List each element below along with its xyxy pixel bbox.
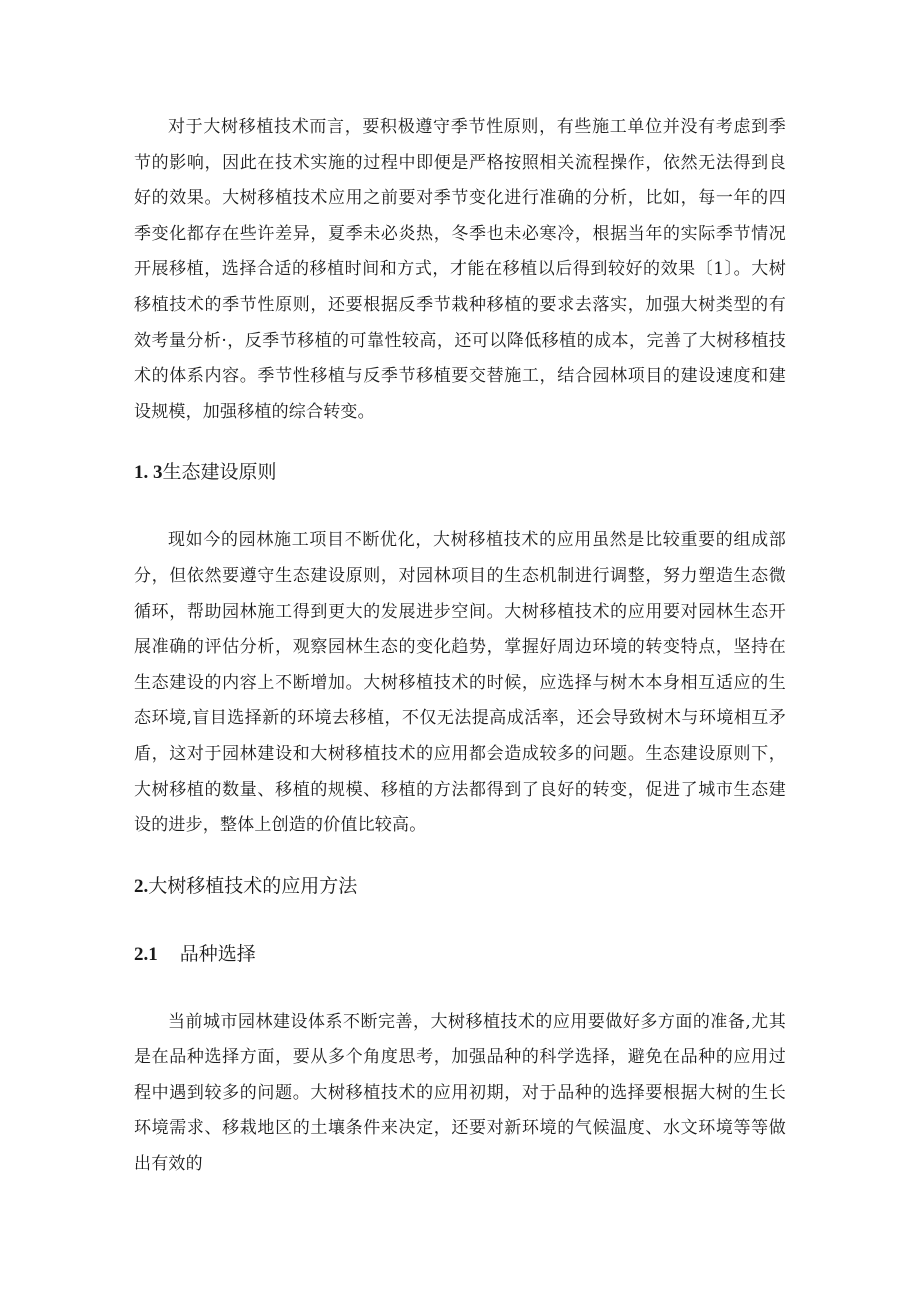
section-title: 生态建设原则 xyxy=(162,461,277,484)
section-title: 品种选择 xyxy=(179,942,256,965)
section-title: 大树移植技术的应用方法 xyxy=(148,874,358,897)
document-page xyxy=(134,110,786,1183)
section-number: 2.1 xyxy=(134,943,158,965)
paragraph-seasonal-principle: 对于大树移植技术而言，要积极遵守季节性原则，有些施工单位并没有考虑到季节的影响，因此在技术实施的过程中即便是严格按照相关流程操作，依然无法得到良好的效果。大树移植技术应用之前要对季节变化进行准确的分析，比如，每一年的四季变化都存在些许差异，夏季未必炎热，冬季也未必寒冷，根据当年的实际季节情况开展移植，选择合适的移植时间和方式，才能在移植以后得到较好的效果〔1〕。大树移植技术的季节性原则，还要根据反季节栽种移植的要求去落实，加强大树类型的有效考量分析·，反季节移植的可靠性较高，还可以降低移植的成本，完善了大树移植技术的体系内容。季节性移植与反季节移植要交替施工，结合园林项目的建设速度和建设规模，加强移植的综合转变。 xyxy=(134,117,786,422)
section-number: 1. 3 xyxy=(134,462,163,484)
section-number: 2. xyxy=(134,875,149,897)
paragraph-species-selection: 当前城市园林建设体系不断完善，大树移植技术的应用要做好多方面的准备,尤其是在品种选择方面，要从多个角度思考，加强品种的科学选择，避免在品种的应用过程中遇到较多的问题。大树移植技术的应用初期，对于品种的选择要根据大树的生长环境需求、移栽地区的土壤条件来决定，还要对新环境的气候温度、水文环境等等做出有效的 xyxy=(134,1011,786,1175)
section-heading-1-3 xyxy=(134,457,786,488)
section-heading-2-1 xyxy=(134,939,786,970)
section-heading-2 xyxy=(134,871,786,902)
paragraph-ecological-principle: 现如今的园林施工项目不断优化，大树移植技术的应用虽然是比较重要的组成部分，但依然要遵守生态建设原则，对园林项目的生态机制进行调整，努力塑造生态微循环，帮助园林施工得到更大的发展进步空间。大树移植技术的应用要对园林生态开展准确的评估分析，观察园林生态的变化趋势，掌握好周边环境的转变特点，坚持在生态建设的内容上不断增加。大树移植技术的时候，应选择与树木本身相互适应的生态环境,盲目选择新的环境去移植，不仅无法提高成活率，还会导致树木与环境相互矛盾，这对于园林建设和大树移植技术的应用都会造成较多的问题。生态建设原则下，大树移植的数量、移植的规模、移植的方法都得到了良好的转变，促进了城市生态建设的进步，整体上创造的价值比较高。 xyxy=(134,530,786,836)
